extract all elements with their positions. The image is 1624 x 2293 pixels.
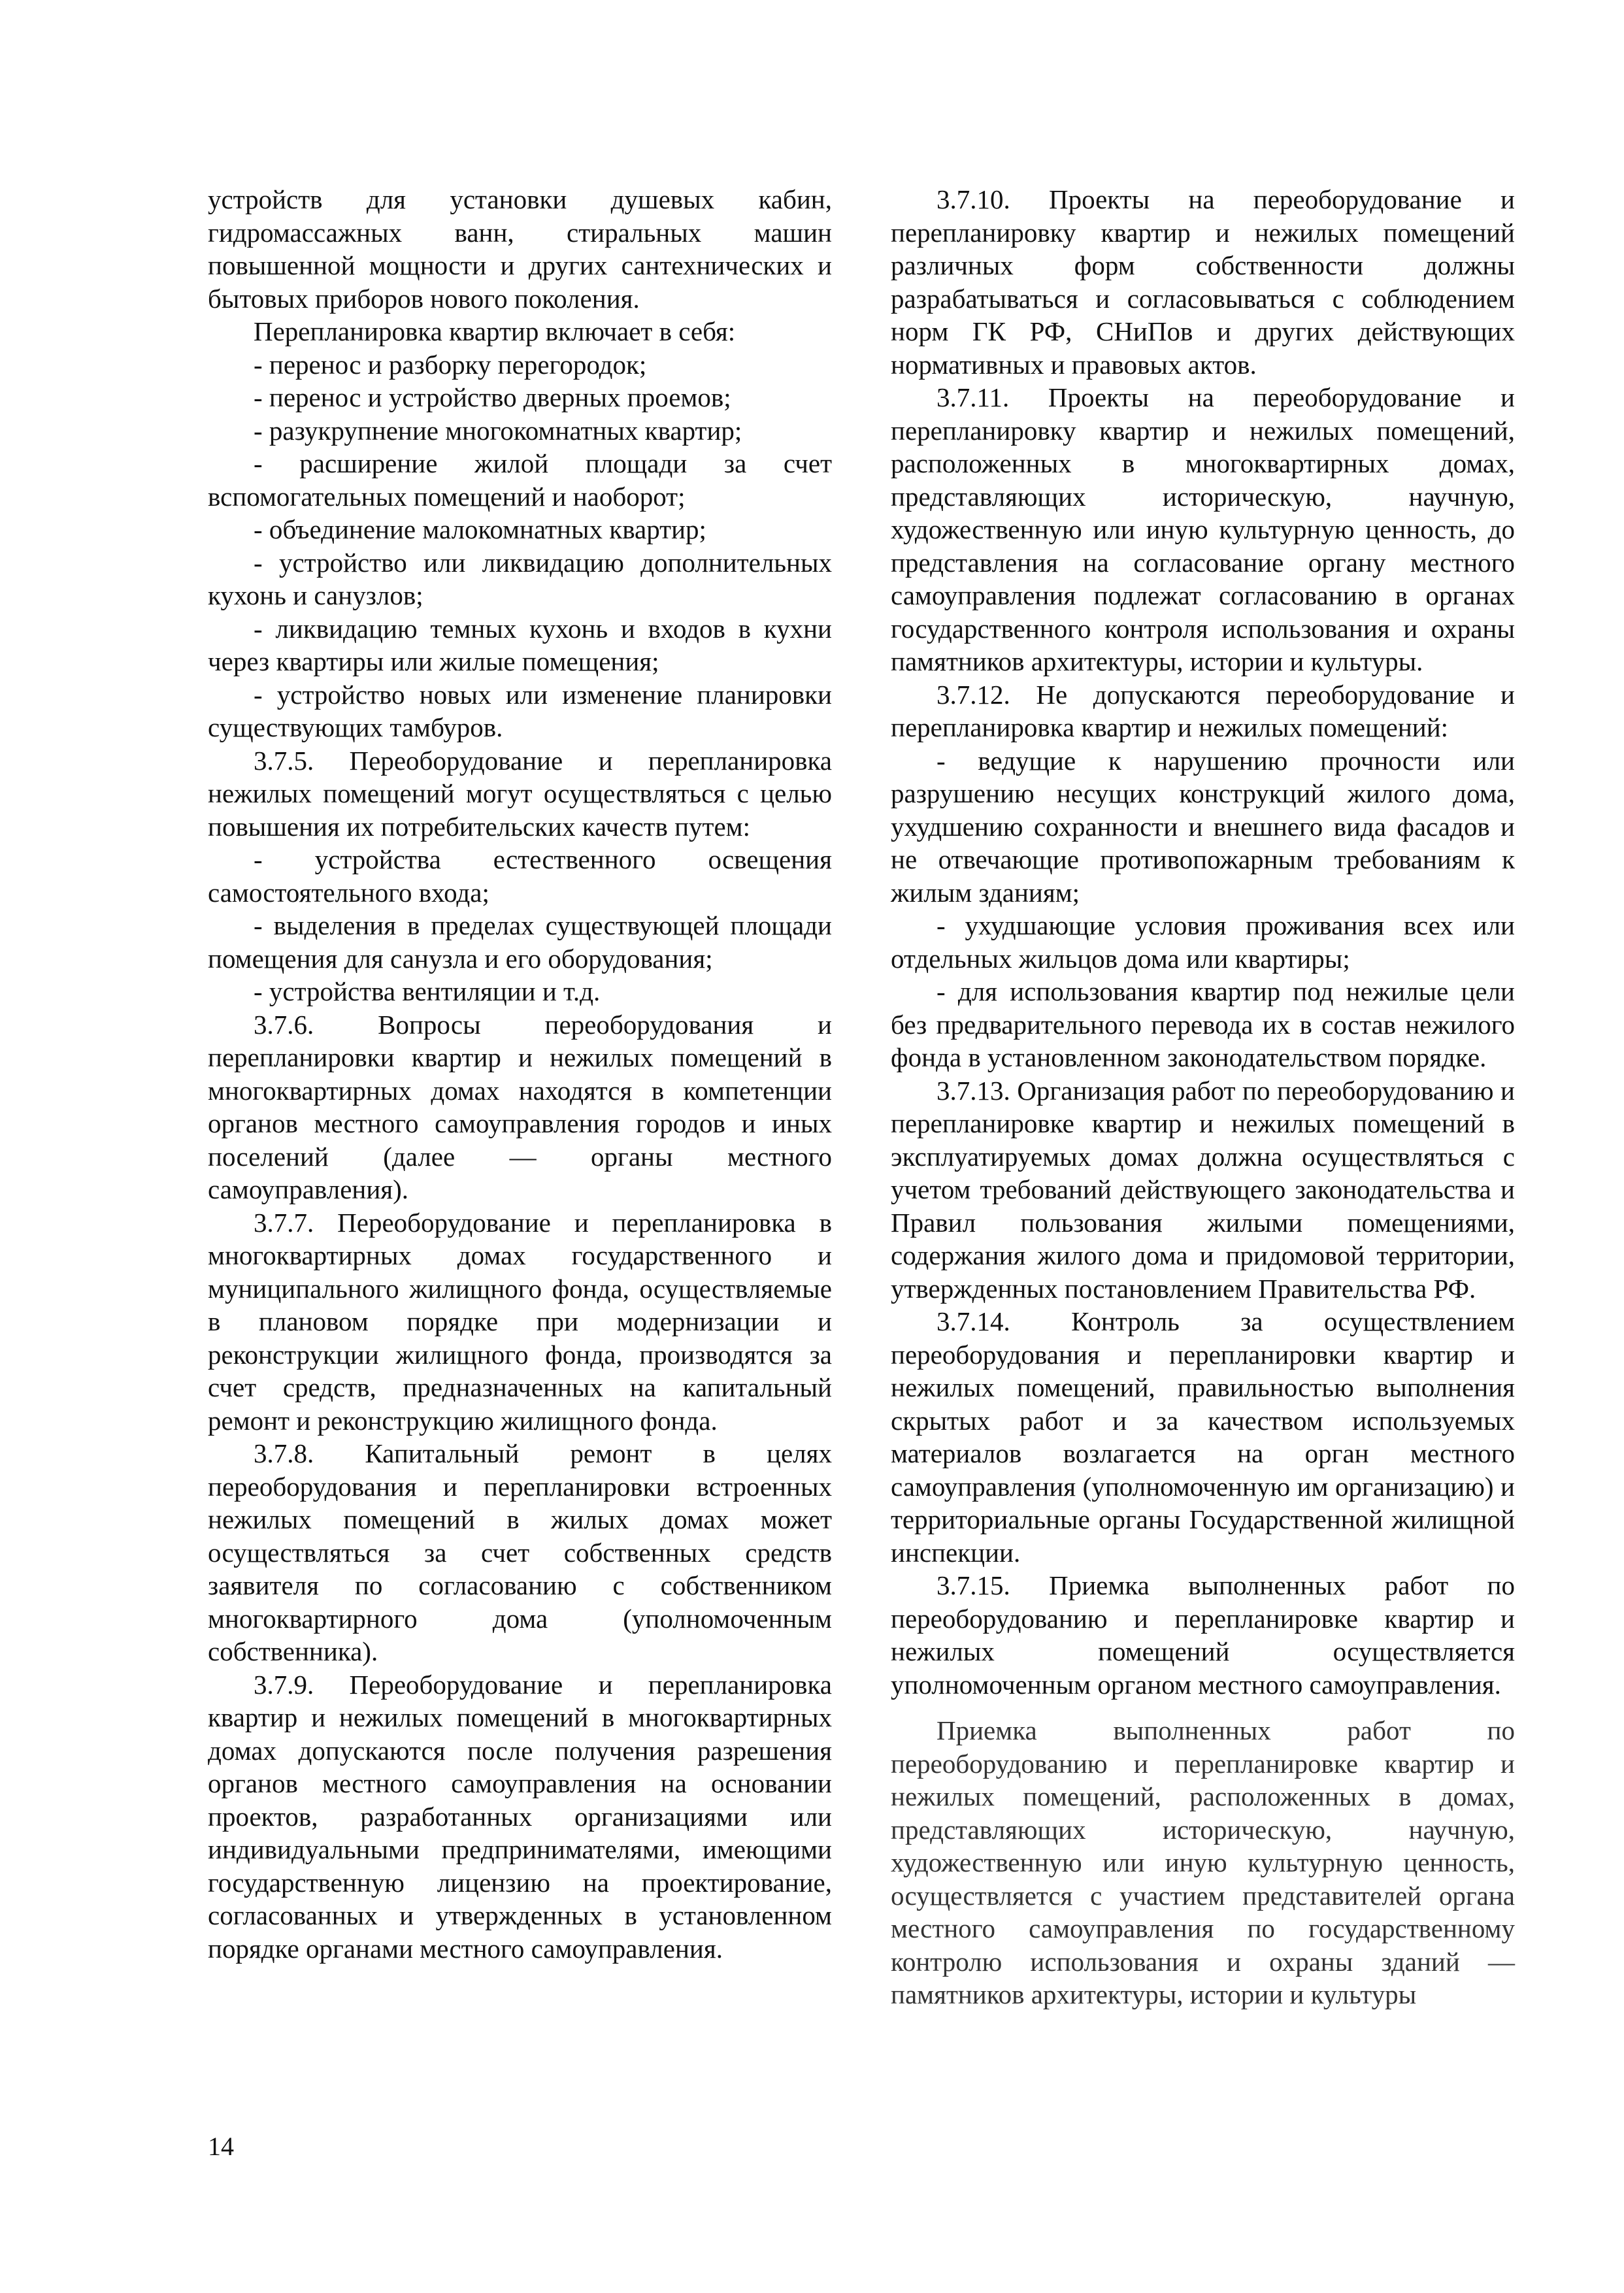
paragraph: 3.7.13. Организация работ по переоборудованию и перепланировке квартир и нежилых помещений в эксплуатируемых домах должна осуществляться с учетом требований действующего законодательства и Правил пользования жилыми помещениями, содержания жилого дома и придомовой территории, утвержденных постановлением Правительства РФ.: [891, 1075, 1515, 1304]
paragraph: 3.7.6. Вопросы переоборудования и перепланировки квартир и нежилых помещений в многоквартирных домах находятся в компетенции органов местного самоуправления городов и иных поселений (далее — органы местного самоуправления).: [208, 1009, 832, 1204]
paragraph: Приемка выполненных работ по переоборудованию и перепланировке квартир и нежилых помещений, расположенных в домах, представляющих историческую, научную, художественную или иную культурную ценность, осуществляется с участием представителей органа местного самоуправления по государственному контролю использования и охраны зданий — памятников архитектуры, истории и культуры: [891, 1715, 1515, 2009]
paragraph: Перепланировка квартир включает в себя:: [254, 316, 736, 346]
paragraph: 3.7.15. Приемка выполненных работ по переоборудованию и перепланировке квартир и нежилых помещений осуществляется уполномоченным органом местного самоуправления.: [891, 1570, 1515, 1700]
list-item: - расширение жилой площади за счет вспомогательных помещений и наоборот;: [208, 448, 832, 512]
list-item: - устройство новых или изменение планировки существующих тамбуров.: [208, 679, 832, 742]
paragraph: 3.7.9. Переоборудование и перепланировка квартир и нежилых помещений в многоквартирных домах допускаются после получения разрешения органов местного самоуправления на основании проектов, разработанных организациями или индивидуальными предпринимателями, имеющими государственную лицензию на проектирование, согласованных и утвержденных в установленном порядке органами местного самоуправления.: [208, 1669, 832, 1964]
list-item: - ликвидацию темных кухонь и входов в кухни через квартиры или жилые помещения;: [208, 613, 832, 676]
paragraph: 3.7.12. Не допускаются переоборудование и перепланировка квартир и нежилых помещений:: [891, 679, 1515, 742]
paragraph: 3.7.10. Проекты на переоборудование и перепланировку квартир и нежилых помещений различных форм собственности должны разрабатываться и согласовываться с соблюдением норм ГК РФ, СНиПов и других действующих нормативных и правовых актов.: [891, 184, 1515, 380]
paragraph: устройств для установки душевых кабин, гидромассажных ванн, стиральных машин повышенной мощности и других сантехнических и бытовых приборов нового поколения.: [208, 184, 832, 314]
list-item: - устройство или ликвидацию дополнительных кухонь и санузлов;: [208, 547, 832, 610]
list-item: - перенос и устройство дверных проемов;: [254, 382, 731, 412]
left-column: [208, 183, 832, 1965]
list-item: - устройства естественного освещения самостоятельного входа;: [208, 844, 832, 908]
list-item: - устройства вентиляции и т.д.: [254, 976, 601, 1006]
list-item: - ухудшающие условия проживания всех или отдельных жильцов дома или квартиры;: [891, 910, 1515, 974]
list-item: - ведущие к нарушению прочности или разрушению несущих конструкций жилого дома, ухудшению сохранности и внешнего вида фасадов и не отвечающие противопожарным требованиям к жилым зданиям;: [891, 745, 1515, 908]
paragraph: 3.7.8. Капитальный ремонт в целях переоборудования и перепланировки встроенных нежилых помещений в жилых домах может осуществляться за счет собственных средств заявителя по согласованию с собственником многоквартирного дома (уполномоченным собственника).: [208, 1438, 832, 1666]
list-item: - для использования квартир под нежилые цели без предварительного перевода их в состав нежилого фонда в установленном законодательством порядке.: [891, 976, 1515, 1072]
right-column: [891, 183, 1515, 2011]
list-item: - разукрупнение многокомнатных квартир;: [254, 415, 742, 446]
paragraph: 3.7.11. Проекты на переоборудование и перепланировку квартир и нежилых помещений, расположенных в многоквартирных домах, представляющих историческую, научную, художественную или иную культурную ценность, до представления на согласование органу местного самоуправления подлежат согласованию в органах государственного контроля использования и охраны памятников архитектуры, истории и культуры.: [891, 382, 1515, 676]
list-item: - объединение малокомнатных квартир;: [254, 514, 706, 544]
paragraph: 3.7.7. Переоборудование и перепланировка в многоквартирных домах государственного и муниципального жилищного фонда, осуществляемые в плановом порядке при модернизации и реконструкции жилищного фонда, производятся за счет средств, предназначенных на капитальный ремонт и реконструкцию жилищного фонда.: [208, 1207, 832, 1436]
paragraph: 3.7.14. Контроль за осуществлением переоборудования и перепланировки квартир и нежилых помещений, правильностью выполнения скрытых работ и за качеством используемых материалов возлагается на орган местного самоуправления (уполномоченную им организацию) и территориальные органы Государственной жилищной инспекции.: [891, 1306, 1515, 1568]
paragraph: 3.7.5. Переоборудование и перепланировка нежилых помещений могут осуществляться с целью повышения их потребительских качеств путем:: [208, 745, 832, 842]
page-number: 14: [208, 2132, 234, 2161]
list-item: - перенос и разборку перегородок;: [254, 349, 647, 380]
list-item: - выделения в пределах существующей площади помещения для санузла и его оборудования;: [208, 910, 832, 974]
